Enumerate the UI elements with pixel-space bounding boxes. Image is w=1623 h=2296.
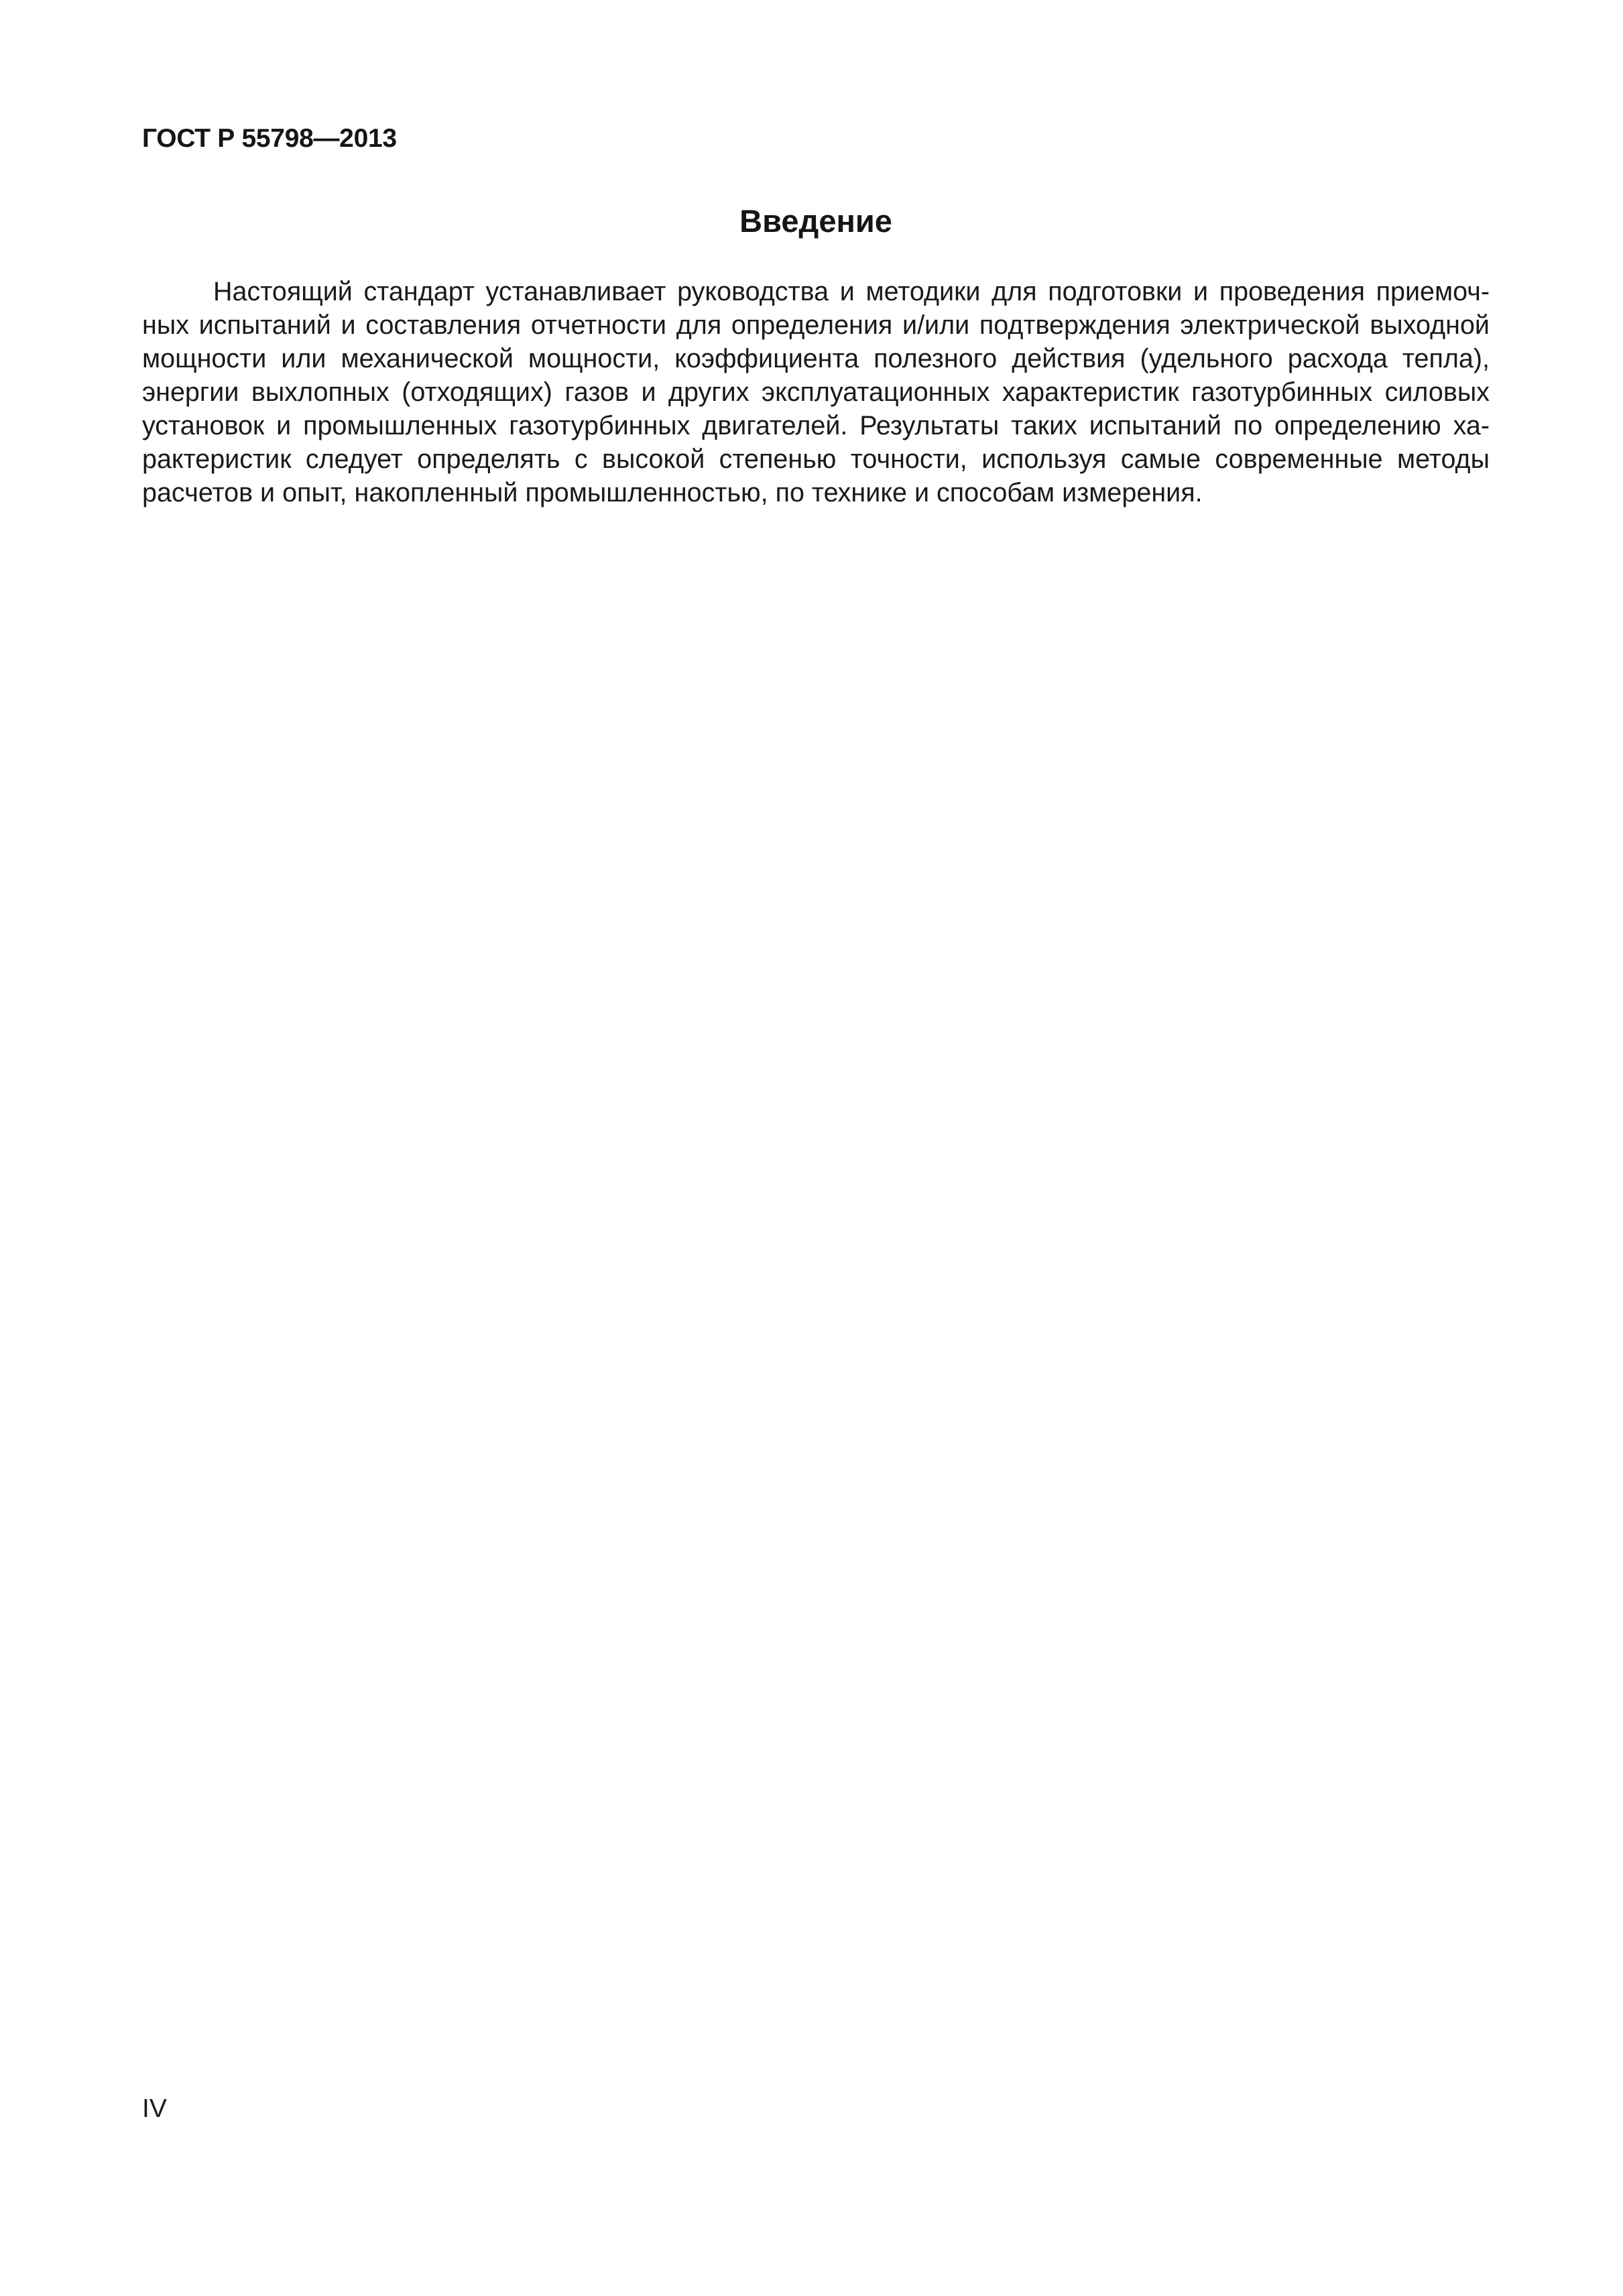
- page-number: IV: [142, 2094, 167, 2123]
- paragraph-line: установок и промышленных газотурбинных двигателей. Результаты таких испытаний по определению ха-: [142, 411, 1490, 440]
- document-header: ГОСТ Р 55798—2013: [142, 124, 397, 153]
- paragraph-line: рактеристик следует определять с высокой степенью точности, используя самые современные методы: [142, 444, 1490, 474]
- section-title: Введение: [739, 203, 892, 239]
- paragraph-line: Настоящий стандарт устанавливает руководства и методики для подготовки и проведения приемоч-: [213, 277, 1490, 306]
- paragraph-line: ных испытаний и составления отчетности для определения и/или подтверждения электрической выходной: [142, 310, 1490, 340]
- introduction-paragraph: [142, 275, 1490, 509]
- paragraph-line: энергии выхлопных (отходящих) газов и других эксплуатационных характеристик газотурбинных силовых: [142, 377, 1490, 407]
- paragraph-line: расчетов и опыт, накопленный промышленностью, по технике и способам измерения.: [142, 478, 1203, 507]
- paragraph-line: мощности или механической мощности, коэффициента полезного действия (удельного расхода тепла),: [142, 344, 1490, 373]
